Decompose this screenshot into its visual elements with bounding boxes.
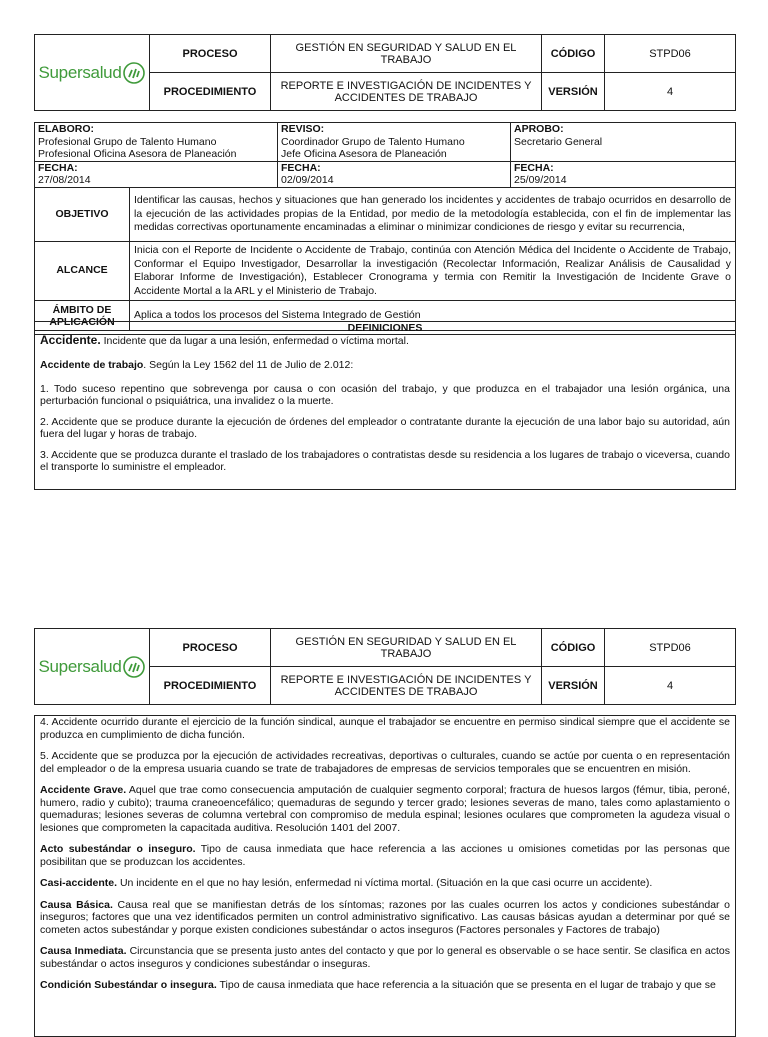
procedimiento-label: PROCEDIMIENTO [150, 73, 271, 111]
fecha-elaboro-cell [35, 161, 278, 187]
def-item-4: 4. Accidente ocurrido durante el ejercicio de la función sindical, aunque el trabajador se encuentre en permiso sindical siempre que el accidente se produzca en cumplimiento de dicha función. [40, 716, 730, 741]
alcance-text: Inicia con el Reporte de Incidente o Accidente de Trabajo, continúa con Atención Médica del Incidente o Accidente de Trabajo, Conformar el Equipo Investigador, Desarrollar la investigación (Recolectar Información, Realizar Análisis de Causalidad y Elaborar Informe de Investigación), Establecer Cronograma y termia con Remitir la Investigación de Incidente Grave o Accidente Mortal a la ARL y el Ministerio de Trabajo. [130, 242, 736, 301]
codigo-value: STPD06 [605, 629, 736, 667]
def-item-3: 3. Accidente que se produzca durante el traslado de los trabajadores o contratistas desde su residencia a los lugares de trabajo o viceversa, cuando el transporte lo suministre el empleador. [40, 449, 730, 473]
version-value: 4 [605, 73, 736, 111]
objetivo-label: OBJETIVO [35, 188, 130, 242]
def-acto-text: Tipo de causa inmediata que hace referencia a las acciones u omisiones cometidas por las personas que posibilitan que se produzcan los accidentes. [40, 843, 730, 868]
proceso-value: GESTIÓN EN SEGURIDAD Y SALUD EN EL TRABAJO [271, 629, 542, 667]
def-inmediata-term: Causa Inmediata. [40, 945, 127, 957]
def-inmediata-text: Circunstancia que se presenta justo antes del contacto y que por lo general es observable o se hace sentir. Se clasifica en actos subestándar o actos inseguros y condiciones subestándar o inseguras. [40, 945, 730, 970]
aprobo-cell [511, 123, 736, 162]
codigo-label: CÓDIGO [542, 629, 605, 667]
def-casi-text: Un incidente en el que no hay lesión, enfermedad ni víctima mortal. (Situación en la que casi ocurre un accidente). [117, 877, 653, 889]
fecha-reviso-cell [278, 161, 511, 187]
ambito-label: ÁMBITO DE APLICACIÓN [35, 301, 130, 331]
version-label: VERSIÓN [542, 73, 605, 111]
definiciones-title: DEFINICIONES [34, 321, 736, 335]
ambito-text: Aplica a todos los procesos del Sistema Integrado de Gestión [130, 301, 736, 331]
def-item-5: 5. Accidente que se produzca por la ejecución de actividades recreativas, deportivas o culturales, cuando se actúe por cuenta o en representación del empleador o de la empresa usuaria cuando se trate de trabajadores de empresas de servicios temporales que se encuentren en misión. [40, 750, 730, 775]
reviso-line2: Jefe Oficina Asesora de Planeación [281, 148, 447, 160]
def-acto-term: Acto subestándar o inseguro. [40, 843, 196, 855]
definitions-page1 [34, 334, 736, 490]
reviso-line1: Coordinador Grupo de Talento Humano [281, 135, 465, 148]
def-grave-text: Aquel que trae como consecuencia amputación de cualquier segmento corporal; fractura de huesos largos (fémur, tibia, peroné, humero, radio y cubito); trauma craneoencefálico; quemaduras de segundo y tercer grado; lesiones severas de mano, tales como aplastamiento o quemaduras; lesiones severas de columna vertebral con compromiso de medula espinal; lesiones oculares que comprometen la agudeza visual o lesiones que comprometen la capacitada auditiva. Resolución 1401 del 2007. [40, 784, 730, 834]
elaboro-line1: Profesional Grupo de Talento Humano [38, 135, 217, 148]
fecha-elaboro: 27/08/2014 [38, 174, 91, 186]
definitions-page2 [34, 715, 736, 1037]
procedimiento-label: PROCEDIMIENTO [150, 667, 271, 705]
elaboro-label: ELABORO: [38, 123, 94, 135]
fecha-aprobo: 25/09/2014 [514, 174, 567, 186]
codigo-label: CÓDIGO [542, 35, 605, 73]
fecha-label: FECHA: [38, 161, 78, 174]
def-accidente-text: Incidente que da lugar a una lesión, enfermedad o víctima mortal. [100, 335, 409, 347]
supersalud-logo-icon [122, 61, 146, 85]
aprobo-label: APROBO: [514, 123, 564, 135]
def-at-term: Accidente de trabajo [40, 359, 144, 371]
approval-table [34, 122, 736, 188]
document-header [34, 34, 736, 111]
scope-table [34, 187, 736, 331]
def-casi-term: Casi-accidente. [40, 877, 118, 889]
codigo-value: STPD06 [605, 35, 736, 73]
def-condicion-term: Condición Subestándar o insegura. [40, 979, 217, 991]
procedimiento-value: REPORTE E INVESTIGACIÓN DE INCIDENTES Y ACCIDENTES DE TRABAJO [271, 73, 542, 111]
document-header-page2 [34, 628, 736, 705]
fecha-reviso: 02/09/2014 [281, 174, 334, 186]
def-item-1: 1. Todo suceso repentino que sobrevenga por causa o con ocasión del trabajo, y que produzca en el trabajador una lesión orgánica, una perturbación funcional o psiquiátrica, una invalidez o la muerte. [40, 383, 730, 407]
procedimiento-value: REPORTE E INVESTIGACIÓN DE INCIDENTES Y ACCIDENTES DE TRABAJO [271, 667, 542, 705]
aprobo-line1: Secretario General [514, 135, 603, 148]
fecha-aprobo-cell [511, 161, 736, 187]
def-condicion-text: Tipo de causa inmediata que hace referencia a la situación que se presenta en el lugar de trabajo y que se [216, 979, 716, 991]
logo-cell [35, 35, 150, 111]
supersalud-logo-icon [122, 655, 146, 679]
elaboro-cell [35, 123, 278, 162]
proceso-value: GESTIÓN EN SEGURIDAD Y SALUD EN EL TRABAJO [271, 35, 542, 73]
def-at-text: . Según la Ley 1562 del 11 de Julio de 2.012: [143, 359, 354, 371]
version-label: VERSIÓN [542, 667, 605, 705]
logo-cell [35, 629, 150, 705]
alcance-label: ALCANCE [35, 242, 130, 301]
fecha-label: FECHA: [514, 161, 554, 174]
def-grave-term: Accidente Grave. [40, 784, 127, 796]
fecha-label: FECHA: [281, 161, 321, 174]
version-value: 4 [605, 667, 736, 705]
def-accidente-term: Accidente. [40, 333, 101, 347]
elaboro-line2: Profesional Oficina Asesora de Planeación [38, 148, 237, 160]
supersalud-logo-text: Supersalud [38, 656, 122, 676]
reviso-cell [278, 123, 511, 162]
proceso-label: PROCESO [150, 35, 271, 73]
def-basica-text: Causa real que se manifiestan detrás de los síntomas; razones por las cuales ocurren los actos y condiciones subestándar o inseguros; factores que una vez identificados permiten un control administrativo significativo. Las causas básicas ayudan a determinar por qué se cometen actos subestándar y porque existen condiciones subestándar o actos inseguros (Factores personales y Factores de trabajo) [40, 898, 730, 936]
proceso-label: PROCESO [150, 629, 271, 667]
def-basica-term: Causa Básica. [40, 898, 113, 911]
def-item-2: 2. Accidente que se produce durante la ejecución de órdenes del empleador o contratante durante la ejecución de una labor bajo su autoridad, aún fuera del lugar y horas de trabajo. [40, 416, 730, 440]
reviso-label: REVISO: [281, 123, 325, 135]
supersalud-logo-text: Supersalud [38, 62, 122, 82]
objetivo-text: Identificar las causas, hechos y situaciones que han generado los incidentes y accidentes de trabajo ocurridos en desarrollo de la ejecución de las actividades propias de la Entidad, por medio de la metodología establecida, con el fin de implementar las medidas correctivas oportunamente encaminadas a eliminar o minimizar condiciones de riesgo y evitar su recurrencia, [130, 188, 736, 242]
